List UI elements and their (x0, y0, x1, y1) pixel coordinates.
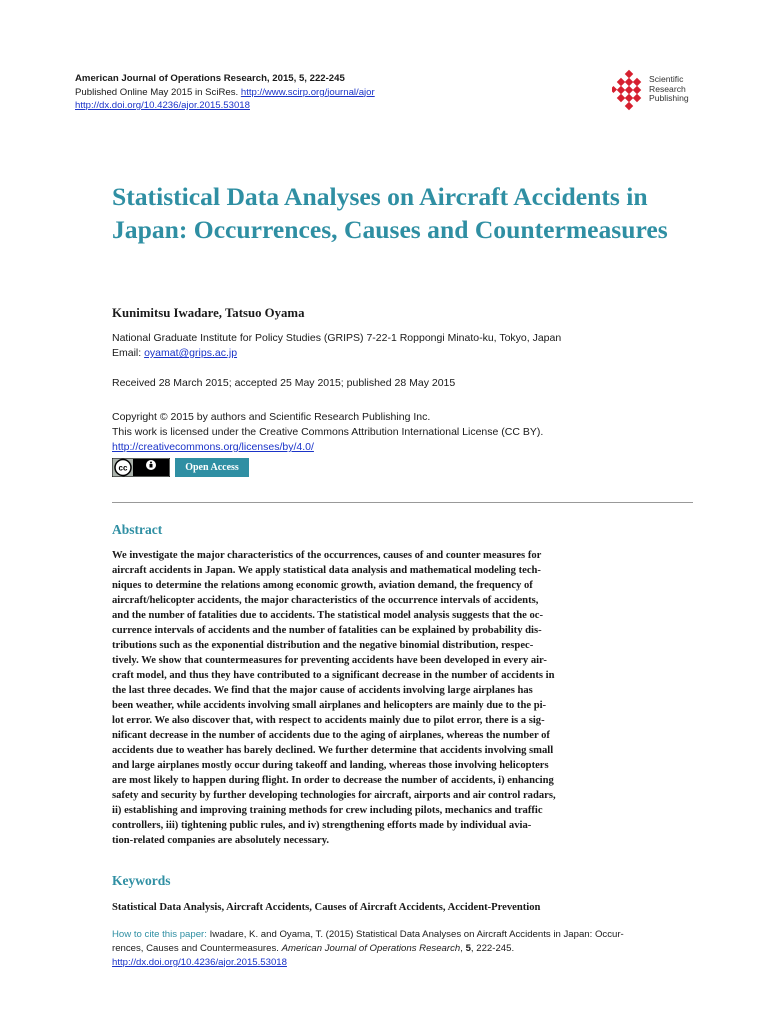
abstract-line: craft model, and thus they have contributed to a significant decrease in the number of accidents in (112, 670, 555, 682)
abstract-line: aircraft accidents in Japan. We apply statistical data analysis and mathematical modeling tech- (112, 565, 541, 577)
published-line (75, 86, 375, 100)
abstract-line: been weather, while accidents involving small airplanes and helicopters are mainly due to the pi- (112, 700, 547, 712)
abstract-line: aircraft/helicopter accidents, the major characteristics of the occurrence intervals of accidents, (112, 595, 539, 607)
publisher-diamond-icon (612, 68, 648, 114)
citation-line-2: rences, Causes and Countermeasures. American Journal of Operations Research, 5, 222-245. (112, 942, 515, 954)
paper-title: Statistical Data Analyses on Aircraft Accidents in Japan: Occurrences, Causes and Countermeasures (112, 182, 668, 244)
abstract-line: and large airplanes mostly occur during takeoff and landing, whereas those involving helicopters (112, 760, 549, 772)
cc-by-badge[interactable] (112, 458, 170, 477)
abstract-line: tively. We show that countermeasures for preventing accidents have been developed in every air- (112, 655, 547, 667)
citation-journal: American Journal of Operations Research (281, 942, 461, 954)
cc-badge-text: cc (118, 463, 128, 473)
keywords: Statistical Data Analysis, Aircraft Accidents, Causes of Aircraft Accidents, Accident-Prevention (112, 902, 541, 913)
abstract-line: are most likely to happen during flight. In order to decrease the number of accidents, i) enhancing (112, 775, 554, 787)
abstract-line: accidents due to weather has barely declined. We further determine that accidents involving small (112, 745, 554, 757)
creative-commons-icon (112, 458, 170, 477)
citation-doi-link[interactable]: http://dx.doi.org/10.4236/ajor.2015.53018 (112, 956, 287, 968)
abstract-line: safety and security by further developing technologies for aircraft, airports and air control radars, (112, 790, 556, 802)
keywords-heading: Keywords (112, 873, 171, 888)
doi-link[interactable]: http://dx.doi.org/10.4236/ajor.2015.53018 (75, 100, 250, 111)
abstract-line: tributions such as the exponential distribution and the negative binomial distribution, respec- (112, 640, 534, 652)
citation-line-1: How to cite this paper: Iwadare, K. and Oyama, T. (2015) Statistical Data Analyses on Aircraft Accidents in Japan: Occur- (112, 929, 624, 940)
affiliation: National Graduate Institute for Policy Studies (GRIPS) 7-22-1 Roppongi Minato-ku, Tokyo, Japan (112, 332, 562, 344)
journal-header (75, 72, 375, 113)
abstract-body (112, 548, 694, 848)
email-line (112, 346, 561, 361)
published-text: Published Online May 2015 in SciRes. (75, 86, 241, 98)
authors: Kunimitsu Iwadare, Tatsuo Oyama (112, 306, 305, 320)
open-access-badge[interactable]: Open Access (175, 458, 249, 477)
citation-volume: 5 (465, 942, 471, 954)
publisher-logo (612, 68, 722, 114)
copyright-block (112, 410, 543, 455)
license-link[interactable]: http://creativecommons.org/licenses/by/4.0/ (112, 441, 314, 453)
abstract-line: niques to determine the relations among economic growth, aviation demand, the frequency of (112, 580, 533, 592)
abstract-line: the last three decades. We find that the major cause of accidents involving large airplanes has (112, 685, 533, 697)
abstract-line: and the number of fatalities due to accidents. The statistical model analysis suggests that the oc- (112, 610, 544, 622)
abstract-heading: Abstract (112, 522, 163, 537)
publication-dates: Received 28 March 2015; accepted 25 May 2015; published 28 May 2015 (112, 377, 456, 389)
copyright-line: Copyright © 2015 by authors and Scientific Research Publishing Inc. (112, 411, 431, 423)
abstract-line: We investigate the major characteristics of the occurrences, causes of and counter measures for (112, 550, 542, 561)
journal-citation: American Journal of Operations Research, 2015, 5, 222-245 (75, 73, 345, 84)
abstract-line: tion-related companies are absolutely necessary. (112, 835, 330, 847)
abstract-line: controllers, iii) tightening public rules, and iv) strengthening efforts made by individual avia- (112, 820, 532, 832)
abstract-line: nificant decrease in the number of accidents due to the aging of airplanes, whereas the number of (112, 730, 550, 742)
divider (112, 502, 693, 503)
email-label: Email: (112, 347, 145, 359)
abstract-line: ii) establishing and improving training methods for crew including pilots, mechanics and traffic (112, 805, 543, 817)
abstract-line: currence intervals of accidents and the number of fatalities can be explained by probability dis- (112, 625, 542, 637)
citation-block (112, 928, 697, 969)
affiliation-block (112, 331, 561, 361)
journal-link[interactable]: http://www.scirp.org/journal/ajor (240, 86, 375, 98)
citation-label: How to cite this paper: (112, 929, 210, 940)
license-line: This work is licensed under the Creative Commons Attribution International License (CC BY). (112, 426, 544, 438)
publisher-name: Scientific Research Publishing (649, 74, 689, 103)
abstract-line: lot error. We also discover that, with respect to accidents mainly due to pilot error, there is a sig- (112, 715, 545, 727)
email-link[interactable]: oyamat@grips.ac.jp (144, 347, 238, 359)
